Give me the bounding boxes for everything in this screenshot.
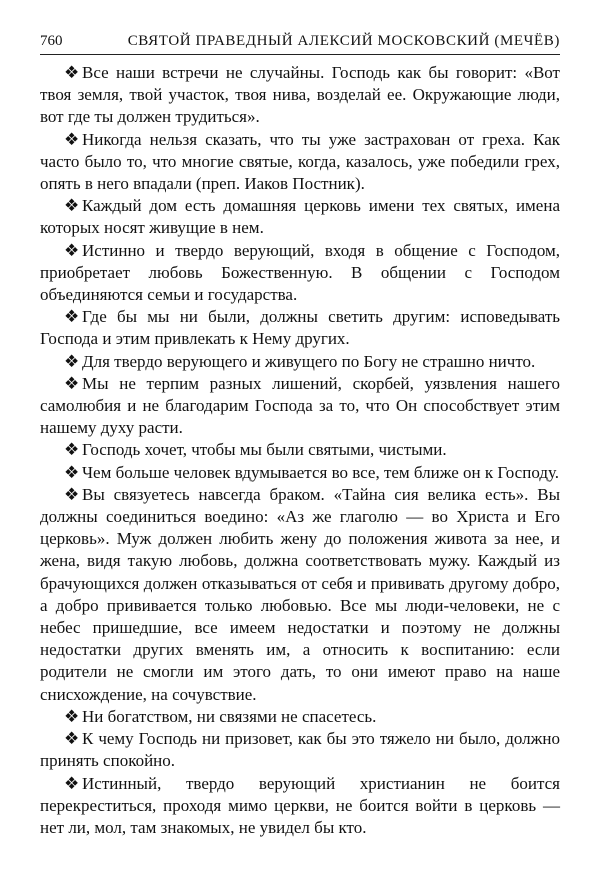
paragraph-text: Чем больше человек вдумывается во все, тем ближе он к Господу.: [82, 462, 560, 482]
paragraph-text: Где бы мы ни были, должны светить другим: исповедывать Господа и этим привлекать к Нему других.: [40, 307, 560, 349]
paragraph: [40, 129, 560, 196]
paragraph: [40, 306, 560, 350]
paragraph: [40, 484, 560, 706]
page-header: [40, 33, 560, 53]
bullet-icon: ❖: [64, 351, 80, 371]
paragraph-text: Вы связуетесь навсегда браком. «Тайна сия велика есть». Вы должны соединиться воедино: «Аз же глаголю — во Христа и Его церковь». Муж должен любить жену до положения живота за нее, и жена, видя такую любовь, должна соответствовать мужу. Каждый из брачующихся должен отказываться от себя и прививать другому добро, а добро прививается только любовью. Все мы люди-человеки, не с небес пришедшие, все имеем недостатки и поэтому не должны недостатки других вменять им, а относить к воспитанию: если родители не смогли им этого дать, то они имеют право на наше снисхождение, на сочувствие.: [40, 484, 560, 704]
paragraph-text: Мы не терпим разных лишений, скорбей, уязвления нашего самолюбия и не благодарим Господа за то, что Он способствует этим нашему духу расти.: [40, 373, 560, 438]
bullet-icon: ❖: [64, 440, 80, 460]
paragraph-text: Каждый дом есть домашняя церковь имени тех святых, имена которых носят живущие в нем.: [40, 196, 560, 238]
bullet-icon: ❖: [64, 63, 80, 82]
paragraph: [40, 462, 560, 484]
paragraph: [40, 439, 560, 461]
bullet-icon: ❖: [64, 773, 80, 793]
paragraph-text: Все наши встречи не случайны. Господь как бы говорит: «Вот твоя земля, твой участок, твоя нива, возделай ее. Окружающие люди, вот где ты должен трудиться».: [40, 63, 560, 127]
header-rule: [40, 54, 560, 55]
bullet-icon: ❖: [64, 373, 80, 393]
bullet-icon: ❖: [64, 729, 80, 749]
paragraph: [40, 773, 560, 840]
bullet-icon: ❖: [64, 129, 80, 149]
bullet-icon: ❖: [64, 240, 80, 260]
paragraph: [40, 240, 560, 307]
paragraph: [40, 728, 560, 772]
paragraph: [40, 706, 560, 728]
page-text: [40, 62, 560, 839]
paragraph-text: Для твердо верующего и живущего по Богу не страшно ничто.: [82, 351, 536, 371]
paragraph-text: Никогда нельзя сказать, что ты уже застрахован от греха. Как часто было то, что многие святые, когда, казалось, уже победили грех, опять в него впадали (преп. Иаков Постник).: [40, 129, 560, 194]
paragraph: [40, 62, 560, 129]
paragraph: [40, 373, 560, 440]
paragraph: [40, 195, 560, 239]
bullet-icon: ❖: [64, 307, 80, 327]
bullet-icon: ❖: [64, 196, 80, 216]
paragraph-text: К чему Господь ни призовет, как бы это тяжело ни было, должно принять спокойно.: [40, 729, 560, 771]
page-number: 760: [40, 33, 63, 49]
paragraph: [40, 351, 560, 373]
paragraph-text: Истинно и твердо верующий, входя в общение с Господом, приобретает любовь Божественную. В общении с Господом объединяются семьи и государства.: [40, 240, 560, 305]
bullet-icon: ❖: [64, 706, 80, 726]
paragraph-text: Ни богатством, ни связями не спасетесь.: [82, 706, 377, 726]
paragraph-text: Господь хочет, чтобы мы были святыми, чистыми.: [82, 440, 447, 460]
paragraph-text: Истинный, твердо верующий христианин не боится перекреститься, проходя мимо церкви, не боится войти в церковь — нет ли, мол, там знакомых, не увидел бы кто.: [40, 773, 560, 837]
bullet-icon: ❖: [64, 484, 80, 504]
bullet-icon: ❖: [64, 462, 80, 482]
running-title: СВЯТОЙ ПРАВЕДНЫЙ АЛЕКСИЙ МОСКОВСКИЙ (МЕЧЁВ): [127, 33, 560, 49]
